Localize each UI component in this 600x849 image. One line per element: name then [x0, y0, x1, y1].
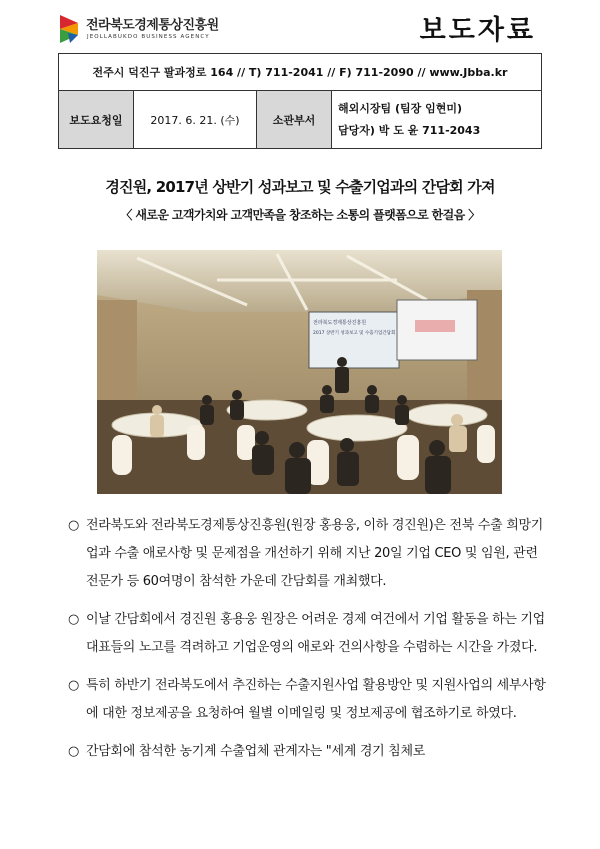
- org-logo-icon: [58, 13, 82, 45]
- screen-text-line-1: 전라북도경제통상진흥원: [313, 320, 367, 326]
- paragraph-1: [68, 512, 546, 596]
- article-body: [68, 512, 546, 776]
- request-date: 2017. 6. 21. (수): [134, 91, 257, 149]
- paragraph-text: 이날 간담회에서 경진원 홍용웅 원장은 어려운 경제 여건에서 기업 활동을 하는 기업 대표들의 노고를 격려하고 기업운영의 애로와 건의사항을 수렴하는 시간을 가졌다.: [86, 612, 545, 655]
- contact-person: 담당자) 박 도 윤 711-2043: [338, 123, 481, 137]
- doc-type-title: 보도자료: [419, 15, 536, 46]
- org-name-en: JEOLLABUKDO BUSINESS AGENCY: [87, 34, 210, 40]
- bullet-mark: ○: [68, 744, 80, 759]
- paragraph-3: [68, 672, 546, 728]
- screen-text-line-2: 2017 상반기 성과보고 및 수출기업간담회: [313, 331, 396, 336]
- org-logo: [58, 10, 258, 48]
- bullet-mark: ○: [68, 518, 80, 533]
- paragraph-text: 간담회에 참석한 농기계 수출업체 관계자는 "세계 경기 침체로: [86, 744, 425, 759]
- org-name: 전라북도경제통상진흥원: [86, 18, 219, 33]
- article-subtitle: 〈 새로운 고객가치와 고객만족을 창조하는 소통의 플랫폼으로 한걸음 〉: [120, 208, 480, 222]
- document-header: [58, 8, 542, 52]
- article-title: 경진원, 2017년 상반기 성과보고 및 수출기업과의 간담회 가져: [105, 178, 495, 196]
- event-photo: [97, 250, 502, 494]
- address-line: 전주시 덕진구 팔과정로 164 // T) 711-2041 // F) 711-2090 // www.Jbba.kr: [59, 54, 542, 91]
- bullet-mark: ○: [68, 612, 80, 627]
- info-table: [58, 53, 542, 149]
- bullet-mark: ○: [68, 678, 80, 693]
- paragraph-text: 전라북도와 전라북도경제통상진흥원(원장 홍용웅, 이하 경진원)은 전북 수출 희망기업과 수출 애로사항 및 문제점을 개선하기 위해 지난 20일 기업 CEO 및 임원, 관련 전문가 등 60여명이 참석한 가운데 간담회를 개최했다.: [86, 518, 543, 589]
- paragraph-2: [68, 606, 546, 662]
- event-photo-illustration: [97, 250, 502, 494]
- department-name: 해외시장팀 (팀장 임현미): [338, 101, 462, 115]
- paragraph-text: 특히 하반기 전라북도에서 추진하는 수출지원사업 활용방안 및 지원사업의 세부사항에 대한 정보제공을 요청하여 월별 이메일링 및 정보제공에 협조하기로 하였다.: [86, 678, 546, 721]
- department-label: 소관부서: [257, 91, 332, 149]
- contact-cell: [332, 91, 542, 149]
- paragraph-4: [68, 738, 546, 766]
- request-date-label: 보도요청일: [59, 91, 134, 149]
